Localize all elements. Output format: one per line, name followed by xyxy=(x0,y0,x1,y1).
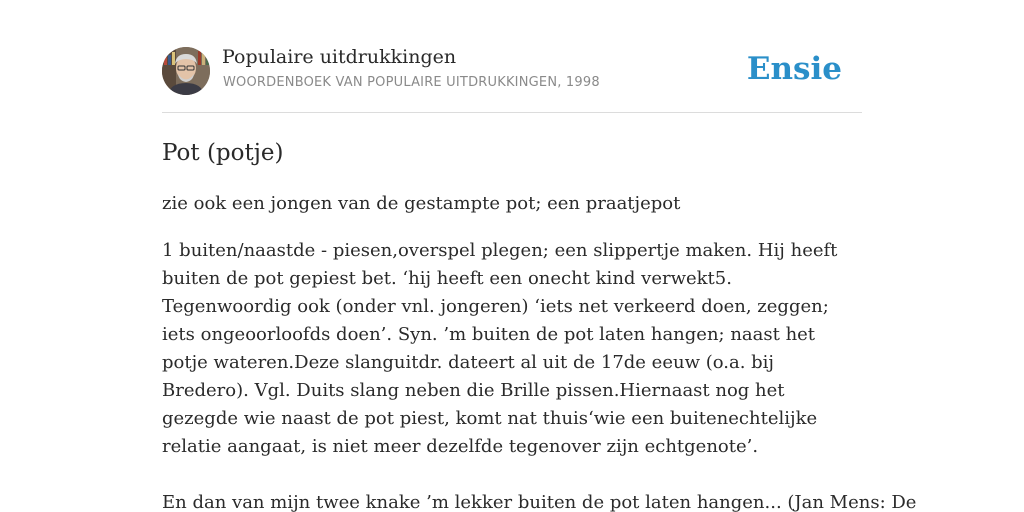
avatar[interactable] xyxy=(162,47,210,95)
source-title[interactable]: Populaire uitdrukkingen xyxy=(222,46,457,68)
source-header xyxy=(162,0,862,113)
quote-text: En dan van mijn twee knake ’m lekker buiten de pot laten hangen... (Jan Mens: De xyxy=(162,492,917,512)
definition-text: 1 buiten/naastde - piesen,overspel plegen; een slippertje maken. Hij heeft buiten de pot gepiest bet. ‘hij heeft een onecht kind verwekt5. Tegenwoordig ook (onder vnl. jongeren) ‘iets net verkeerd doen, zeggen; iets ongeoorloofds doen’. Syn. ’m buiten de pot laten hangen; naast het potje wateren.Deze slanguitdr. dateert al uit de 17de eeuw (o.a. bij Bredero). Vgl. Duits slang neben die Brille pissen.Hiernaast nog het gezegde wie naast de pot piest, komt nat thuis‘wie een buitenechtelijke relatie aangaat, is niet meer dezelfde tegenover zijn echtgenote’. xyxy=(162,240,838,457)
entry-page xyxy=(162,0,917,512)
source-subtitle: WOORDENBOEK VAN POPULAIRE UITDRUKKINGEN, 1998 xyxy=(223,75,600,90)
ensie-logo-link[interactable]: Ensie xyxy=(746,51,842,87)
author-portrait-icon xyxy=(162,47,210,95)
entry-title: Pot (potje) xyxy=(162,140,284,166)
see-also-text: zie ook een jongen van de gestampte pot; een praatjepot xyxy=(162,193,681,214)
